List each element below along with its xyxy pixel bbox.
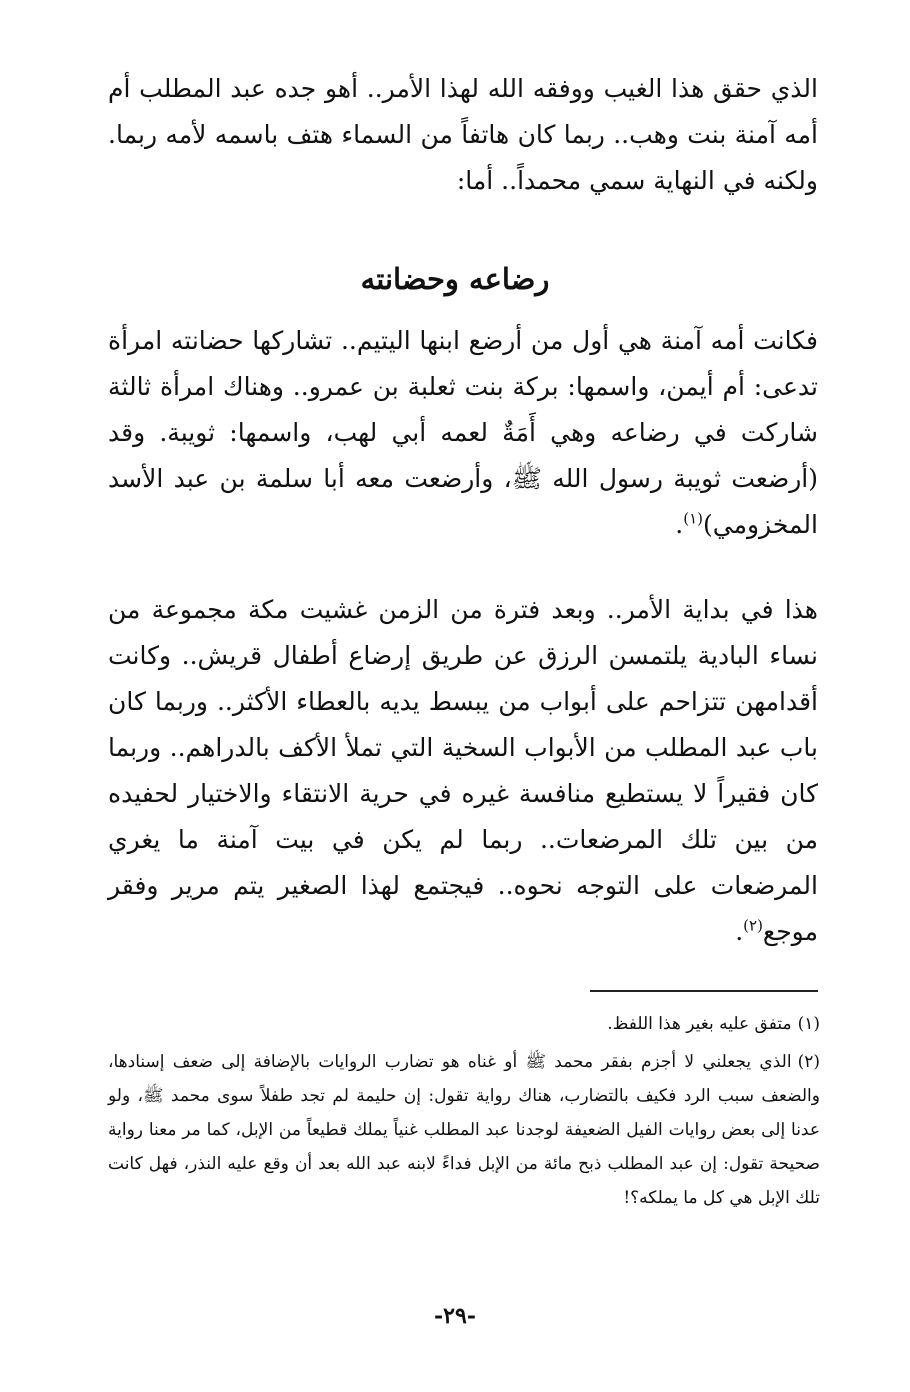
paragraph-nursing-text: فكانت أمه آمنة هي أول من أرضع ابنها اليتيم.. تشاركها حضانته امرأة تدعى: أم أيمن، واسمها: بركة بنت ثعلبة بن عمرو.. وهناك امرأة ثالثة شاركت في رضاعه وهي أَمَةٌ لعمه أبي لهب، واسمها: ثويبة. وقد (أرضعت ثويبة رسول الله ﷺ، وأرضعت معه أبا سلمة بن عبد الأسد المخزومي) [108,326,818,539]
paragraph-wet-nurses [108,587,818,955]
paragraph-wet-nurses-text: هذا في بداية الأمر.. وبعد فترة من الزمن غشيت مكة مجموعة من نساء البادية يلتمسن الرزق عن طريق إرضاع أطفال قريش.. وكانت أقدامهن تتزاحم على أبواب من يبسط يديه بالعطاء الأكثر.. وربما كان باب عبد المطلب من الأبواب السخية التي تملأ الأكف بالدراهم.. وربما كان فقيراً لا يستطيع منافسة غيره في حرية الانتقاء والاختيار لحفيده من بين تلك المرضعات.. ربما لم يكن في بيت آمنة ما يغري المرضعات على التوجه نحوه.. فيجتمع لهذا الصغير يتم مرير وفقر موجع [108,595,818,946]
footnote-2-number: (٢) [797,1052,820,1072]
intro-paragraph: الذي حقق هذا الغيب ووفقه الله لهذا الأمر.. أهو جده عبد المطلب أم أمه آمنة بنت وهب.. ربما كان هاتفاً من السماء هتف باسمه لأمه ربما. ولكنه في النهاية سمي محمداً.. أما: [108,74,818,195]
paragraph-nursing-end: . [675,510,684,539]
footnote-1-number: (١) [797,1014,820,1034]
footnote-marker-1: (١) [683,509,703,528]
footnote-separator [590,990,818,992]
paragraph-nursing [108,318,818,548]
section-heading: رضاعه وحضانته [360,262,550,296]
footnote-1-text: متفق عليه بغير هذا اللفظ. [607,1014,792,1034]
footnote-2-text: الذي يجعلني لا أجزم بفقر محمد ﷺ أو غناه هو تضارب الروايات بالإضافة إلى ضعف إسنادها، والضعف سبب الرد فكيف بالتضارب، هناك رواية تقول: إن حليمة لم تجد طفلاً سوى محمد ﷺ، ولو عدنا إلى بعض روايات الفيل الضعيفة لوجدنا عبد المطلب غنياً يملك قطيعاً من الإبل، كما مر معنا رواية صحيحة تقول: إن عبد المطلب ذبح مائة من الإبل فداءً لابنه عبد الله بعد أن وقع عليه النذر، فهل كانت تلك الإبل هي كل ما يملكه؟! [108,1052,820,1208]
page-number: -٢٩- [434,1303,476,1329]
footnote-2 [108,1045,820,1215]
footnote-marker-2: (٢) [743,916,763,935]
paragraph-wet-nurses-end: . [735,917,744,946]
footnote-1 [108,1007,820,1041]
